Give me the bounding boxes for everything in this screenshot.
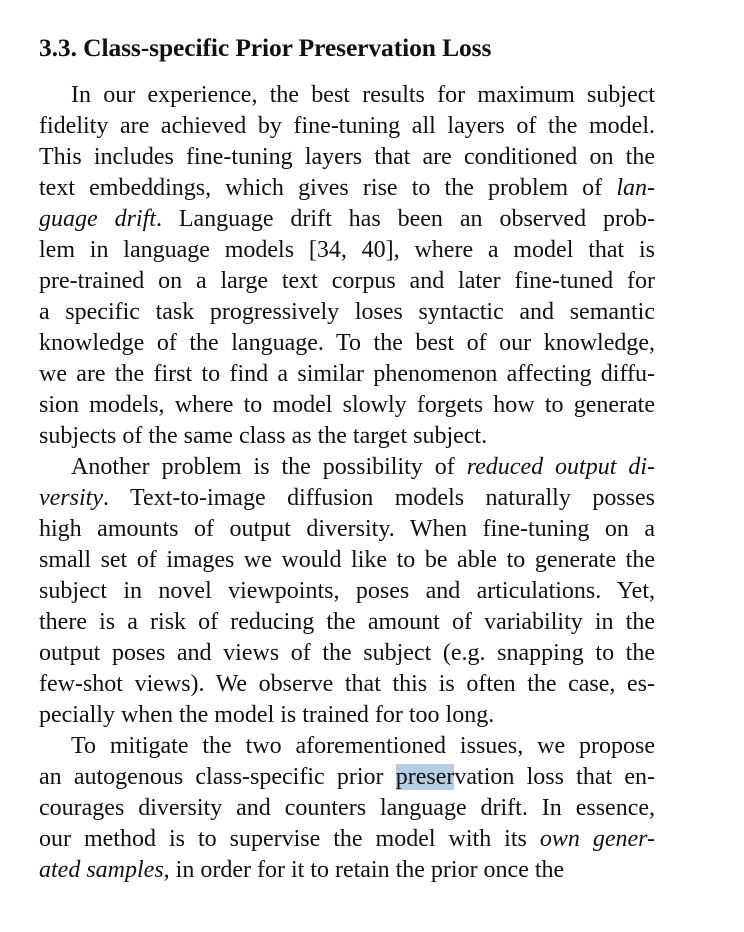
text-run: pecially when the model is trained for too long. xyxy=(39,702,495,728)
emphasis-text: guage drift xyxy=(39,206,156,232)
section-heading xyxy=(39,31,655,65)
text-run: subject in novel viewpoints, poses and articulations. Yet, xyxy=(39,578,655,604)
emphasis-text: lan- xyxy=(616,175,655,201)
text-run: , in order for it to retain the prior once the xyxy=(163,857,565,883)
text-line xyxy=(39,700,655,731)
emphasis-text: reduced output di- xyxy=(466,454,655,480)
text-run: knowledge of the language. To the best of our knowledge, xyxy=(39,330,655,356)
text-line xyxy=(39,328,655,359)
text-line xyxy=(39,421,655,452)
text-run: Another problem is the possibility of xyxy=(71,454,467,480)
text-run: subjects of the same class as the target subject. xyxy=(39,423,488,449)
text-run: pre-trained on a large text corpus and later fine-tuned for xyxy=(39,268,655,294)
emphasis-text: ated samples xyxy=(39,857,164,883)
text-line xyxy=(39,824,655,855)
text-run: In our experience, the best results for maximum subject xyxy=(71,82,655,108)
text-run: our method is to supervise the model with its xyxy=(39,826,540,852)
text-run: fidelity are achieved by fine-tuning all layers of the model. xyxy=(39,113,655,139)
text-run: To mitigate the two aforementioned issues, we propose xyxy=(71,733,655,759)
text-line xyxy=(39,514,655,545)
paragraph xyxy=(39,452,655,731)
text-run: an autogenous class-specific prior xyxy=(39,764,396,790)
text-line xyxy=(39,483,655,514)
text-line xyxy=(39,111,655,142)
text-run: small set of images we would like to be able to generate the xyxy=(39,547,655,573)
text-line xyxy=(39,762,655,793)
text-run: text embeddings, which gives rise to the problem of xyxy=(39,175,617,201)
text-line xyxy=(39,793,655,824)
emphasis-text: versity xyxy=(39,485,103,511)
text-run: we are the first to find a similar phenomenon affecting diffu- xyxy=(39,361,655,387)
text-run: a specific task progressively loses syntactic and semantic xyxy=(39,299,655,325)
text-run: high amounts of output diversity. When fine-tuning on a xyxy=(39,516,655,542)
text-line xyxy=(39,452,655,483)
text-run: . Text-to-image diffusion models naturally posses xyxy=(102,485,655,511)
text-line xyxy=(39,607,655,638)
text-run: there is a risk of reducing the amount of variability in the xyxy=(39,609,655,635)
emphasis-text: own gener- xyxy=(539,826,655,852)
text-line xyxy=(39,235,655,266)
text-line xyxy=(39,173,655,204)
section-title: Class-specific Prior Preservation Loss xyxy=(83,33,492,62)
text-line xyxy=(39,576,655,607)
text-line xyxy=(39,669,655,700)
section-number: 3.3. xyxy=(39,33,77,62)
text-line xyxy=(39,390,655,421)
text-run: output poses and views of the subject (e.g. snapping to the xyxy=(39,640,655,666)
text-run: courages diversity and counters language drift. In essence, xyxy=(39,795,655,821)
text-run: sion models, where to model slowly forgets how to generate xyxy=(39,392,655,418)
text-run: This includes fine-tuning layers that are conditioned on the xyxy=(39,144,655,170)
text-line xyxy=(39,545,655,576)
selected-text: preser xyxy=(395,764,455,790)
paragraph xyxy=(39,731,655,886)
paper-page xyxy=(39,0,655,886)
text-run: few-shot views). We observe that this is often the case, es- xyxy=(39,671,655,697)
text-run: lem in language models [34, 40], where a model that is xyxy=(39,237,655,263)
text-run: . Language drift has been an observed prob- xyxy=(155,206,655,232)
text-line xyxy=(39,731,655,762)
text-run: vation loss that en- xyxy=(454,764,656,790)
text-line xyxy=(39,638,655,669)
text-line xyxy=(39,204,655,235)
text-line xyxy=(39,855,655,886)
text-line xyxy=(39,80,655,111)
paragraph xyxy=(39,80,655,452)
text-line xyxy=(39,142,655,173)
text-line xyxy=(39,266,655,297)
section-body xyxy=(39,80,655,886)
text-line xyxy=(39,297,655,328)
text-line xyxy=(39,359,655,390)
